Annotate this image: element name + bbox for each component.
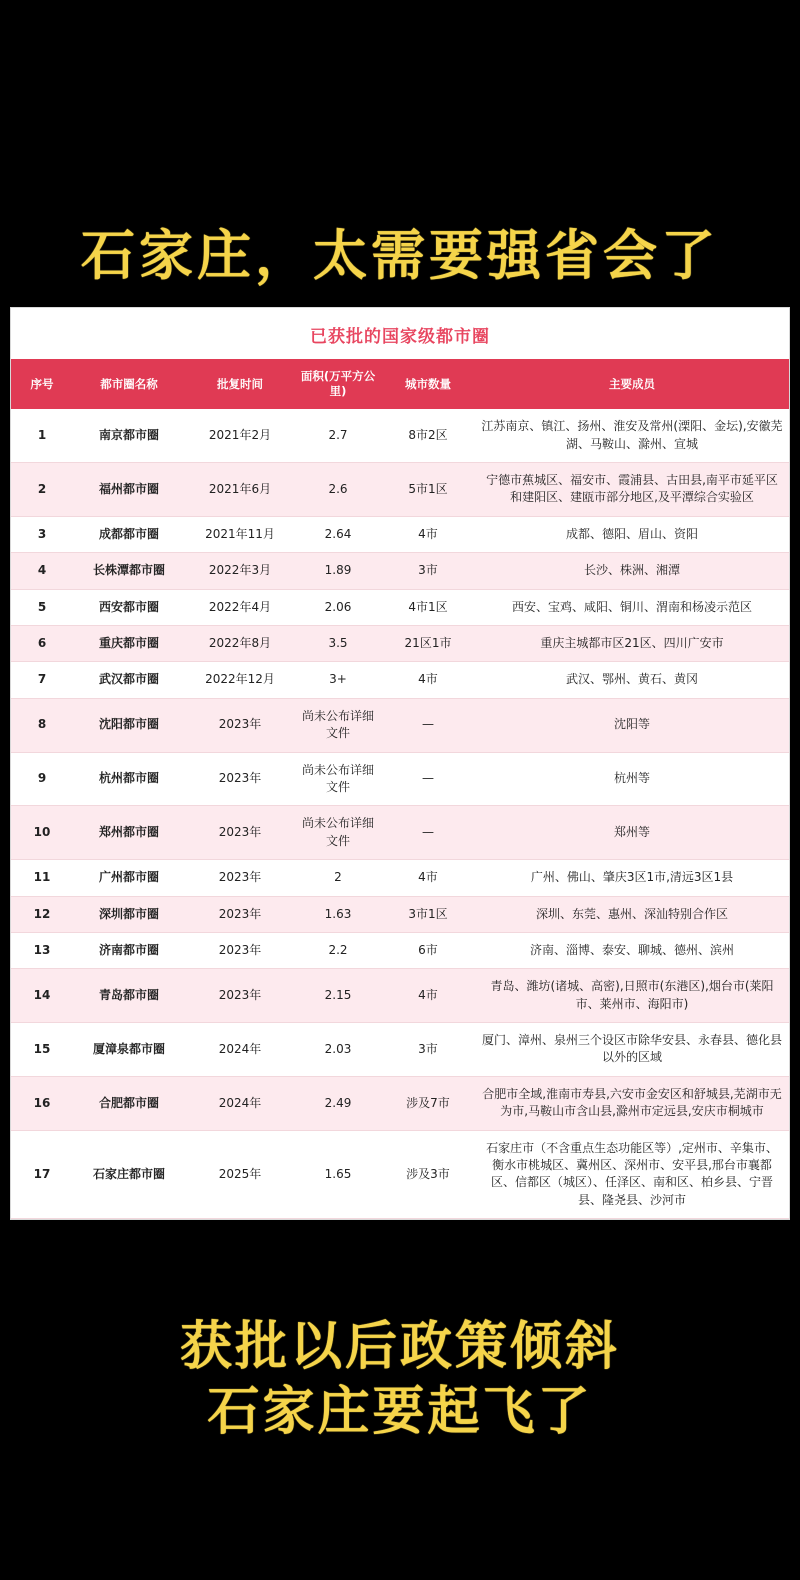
cell-members: 沈阳等 (475, 698, 789, 752)
table-row (11, 1023, 789, 1077)
cell-area: 2.03 (295, 1023, 381, 1077)
cell-index: 17 (11, 1130, 73, 1219)
cell-count: — (381, 752, 475, 806)
cell-area: 尚未公布详细文件 (295, 752, 381, 806)
cell-count: 6市 (381, 932, 475, 968)
cell-count: — (381, 806, 475, 860)
cell-index: 14 (11, 969, 73, 1023)
table-title: 已获批的国家级都市圈 (310, 327, 490, 348)
cell-date: 2021年6月 (185, 463, 295, 517)
cell-date: 2023年 (185, 698, 295, 752)
table-row (11, 932, 789, 968)
cell-count: 3市1区 (381, 896, 475, 932)
cell-members: 广州、佛山、肇庆3区1市,清远3区1县 (475, 860, 789, 896)
cell-count: 涉及7市 (381, 1076, 475, 1130)
cell-index: 16 (11, 1076, 73, 1130)
table-row (11, 589, 789, 625)
cell-members: 济南、淄博、泰安、聊城、德州、滨州 (475, 932, 789, 968)
cell-date: 2025年 (185, 1130, 295, 1219)
cell-name: 深圳都市圈 (73, 896, 185, 932)
cell-area: 2.15 (295, 969, 381, 1023)
cell-count: 4市 (381, 662, 475, 698)
cell-name: 长株潭都市圈 (73, 553, 185, 589)
cell-area: 2.7 (295, 409, 381, 462)
table-row (11, 698, 789, 752)
cell-area: 尚未公布详细文件 (295, 806, 381, 860)
table-header (11, 359, 789, 409)
cell-date: 2023年 (185, 969, 295, 1023)
cell-area: 1.89 (295, 553, 381, 589)
cell-name: 重庆都市圈 (73, 626, 185, 662)
cell-count: 8市2区 (381, 409, 475, 462)
footer-line-2: 石家庄要起飞了 (207, 1382, 593, 1443)
cell-date: 2023年 (185, 932, 295, 968)
cell-count: 5市1区 (381, 463, 475, 517)
footer (0, 1220, 800, 1580)
cell-date: 2023年 (185, 860, 295, 896)
cell-name: 成都都市圈 (73, 516, 185, 552)
cell-members: 武汉、鄂州、黄石、黄冈 (475, 662, 789, 698)
cell-area: 3+ (295, 662, 381, 698)
column-header-members: 主要成员 (475, 359, 789, 409)
cell-name: 青岛都市圈 (73, 969, 185, 1023)
cell-date: 2024年 (185, 1076, 295, 1130)
table-header-row (11, 359, 789, 409)
cell-index: 4 (11, 553, 73, 589)
cell-area: 2.64 (295, 516, 381, 552)
cell-date: 2023年 (185, 806, 295, 860)
cell-name: 西安都市圈 (73, 589, 185, 625)
cell-members: 江苏南京、镇江、扬州、淮安及常州(溧阳、金坛),安徽芜湖、马鞍山、滁州、宣城 (475, 409, 789, 462)
cell-members: 青岛、潍坊(诸城、高密),日照市(东港区),烟台市(莱阳市、莱州市、海阳市) (475, 969, 789, 1023)
cell-date: 2022年8月 (185, 626, 295, 662)
column-header-name: 都市圈名称 (73, 359, 185, 409)
cell-members: 杭州等 (475, 752, 789, 806)
cell-count: 21区1市 (381, 626, 475, 662)
cell-count: 涉及3市 (381, 1130, 475, 1219)
cell-count: 3市 (381, 553, 475, 589)
cell-name: 合肥都市圈 (73, 1076, 185, 1130)
table-row (11, 896, 789, 932)
column-header-index: 序号 (11, 359, 73, 409)
cell-date: 2022年12月 (185, 662, 295, 698)
cell-date: 2021年2月 (185, 409, 295, 462)
column-header-date: 批复时间 (185, 359, 295, 409)
table-row (11, 553, 789, 589)
cell-index: 9 (11, 752, 73, 806)
cell-name: 沈阳都市圈 (73, 698, 185, 752)
cell-index: 11 (11, 860, 73, 896)
table-row (11, 860, 789, 896)
table-row (11, 969, 789, 1023)
table-row (11, 752, 789, 806)
cell-name: 广州都市圈 (73, 860, 185, 896)
cell-area: 2.06 (295, 589, 381, 625)
cell-members: 石家庄市（不含重点生态功能区等）,定州市、辛集市、衡水市桃城区、冀州区、深州市、安平县,邢台市襄都区、信都区（城区）、任泽区、南和区、柏乡县、宁晋县、隆尧县、沙河市 (475, 1130, 789, 1219)
cell-index: 15 (11, 1023, 73, 1077)
table-row (11, 463, 789, 517)
cell-count: 4市 (381, 969, 475, 1023)
cell-index: 8 (11, 698, 73, 752)
cell-date: 2022年3月 (185, 553, 295, 589)
cell-name: 南京都市圈 (73, 409, 185, 462)
cell-area: 2 (295, 860, 381, 896)
cell-date: 2022年4月 (185, 589, 295, 625)
footer-line-1: 获批以后政策倾斜 (179, 1317, 620, 1378)
table-row (11, 806, 789, 860)
cell-name: 郑州都市圈 (73, 806, 185, 860)
cell-count: 4市1区 (381, 589, 475, 625)
cell-name: 杭州都市圈 (73, 752, 185, 806)
cell-area: 2.2 (295, 932, 381, 968)
top-spacer (0, 0, 800, 218)
cell-count: 4市 (381, 516, 475, 552)
cell-members: 郑州等 (475, 806, 789, 860)
cell-area: 1.63 (295, 896, 381, 932)
cell-area: 尚未公布详细文件 (295, 698, 381, 752)
cell-area: 2.6 (295, 463, 381, 517)
cell-index: 5 (11, 589, 73, 625)
cell-name: 厦漳泉都市圈 (73, 1023, 185, 1077)
table-row (11, 626, 789, 662)
cell-count: 3市 (381, 1023, 475, 1077)
cell-area: 3.5 (295, 626, 381, 662)
cell-members: 长沙、株洲、湘潭 (475, 553, 789, 589)
cell-members: 重庆主城都市区21区、四川广安市 (475, 626, 789, 662)
cell-index: 12 (11, 896, 73, 932)
table-row (11, 662, 789, 698)
cell-members: 深圳、东莞、惠州、深汕特别合作区 (475, 896, 789, 932)
column-header-count: 城市数量 (381, 359, 475, 409)
table-row (11, 516, 789, 552)
cell-date: 2023年 (185, 896, 295, 932)
cell-index: 1 (11, 409, 73, 462)
cell-date: 2024年 (185, 1023, 295, 1077)
cell-index: 2 (11, 463, 73, 517)
cell-date: 2023年 (185, 752, 295, 806)
cell-members: 合肥市全域,淮南市寿县,六安市金安区和舒城县,芜湖市无为市,马鞍山市含山县,滁州市定远县,安庆市桐城市 (475, 1076, 789, 1130)
cell-area: 1.65 (295, 1130, 381, 1219)
cell-index: 13 (11, 932, 73, 968)
cell-index: 7 (11, 662, 73, 698)
cell-name: 福州都市圈 (73, 463, 185, 517)
cell-date: 2021年11月 (185, 516, 295, 552)
table-row (11, 1076, 789, 1130)
cell-count: 4市 (381, 860, 475, 896)
cell-index: 10 (11, 806, 73, 860)
table-body (11, 409, 789, 1218)
cell-name: 武汉都市圈 (73, 662, 185, 698)
cell-members: 成都、德阳、眉山、资阳 (475, 516, 789, 552)
table-row (11, 409, 789, 462)
cell-area: 2.49 (295, 1076, 381, 1130)
cell-members: 厦门、漳州、泉州三个设区市除华安县、永春县、德化县以外的区域 (475, 1023, 789, 1077)
cell-name: 石家庄都市圈 (73, 1130, 185, 1219)
table-card (10, 307, 790, 1220)
column-header-area: 面积(万平方公里) (295, 359, 381, 409)
page-title: 石家庄，太需要强省会了 (81, 224, 719, 287)
cell-members: 宁德市蕉城区、福安市、霞浦县、古田县,南平市延平区和建阳区、建瓯市部分地区,及平潭综合实验区 (475, 463, 789, 517)
metro-circle-table (11, 359, 789, 1219)
cell-index: 6 (11, 626, 73, 662)
cell-name: 济南都市圈 (73, 932, 185, 968)
cell-index: 3 (11, 516, 73, 552)
table-row (11, 1130, 789, 1219)
cell-members: 西安、宝鸡、咸阳、铜川、渭南和杨凌示范区 (475, 589, 789, 625)
cell-count: — (381, 698, 475, 752)
